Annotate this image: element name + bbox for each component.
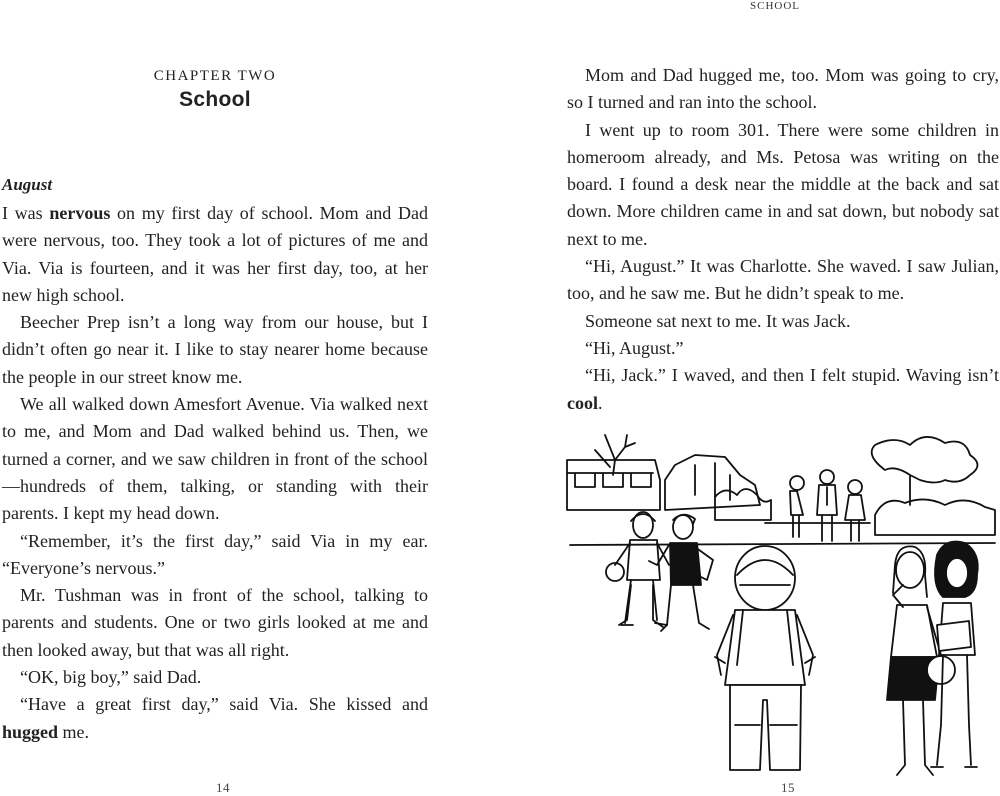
vocab-word: hugged [2,721,59,742]
page-number-left: 14 [216,780,230,795]
tree-left [595,435,635,475]
girl-dark-hair [931,542,978,768]
school-building [665,455,760,510]
paragraph: Mom and Dad hugged me, too. Mom was going to cry, so I turned and ran into the school. [567,65,999,113]
boy-walking-left [606,512,669,627]
paragraph: We all walked down Amesfort Avenue. Via walked next to me, and Mom and Dad walked behind us. Then, we turned a corner, and we saw children in front of the school—hundreds of them, talking, or standing with their parents. I kept my head down. [2,394,428,524]
vocab-word: cool [567,392,598,413]
right-body-text [567,62,999,417]
paragraph: “OK, big boy,” said Dad. [20,667,202,688]
text-run: I was [2,203,50,223]
page-number-right: 15 [781,780,795,795]
paragraph: “Remember, it’s the first day,” said Via in my ear. “Everyone’s nervous.” [2,530,428,578]
text-run: me. [58,721,90,742]
bushes-right [875,499,995,535]
text-run: on my first day of school. Mom and Dad were nervous, too. They took a lot of pictures of me and Via. Via is fourteen, and it was her first day, too, at her new high school. [2,203,428,305]
text-run: “Hi, Jack.” I waved, and then I felt stupid. Waving isn’t [585,365,999,386]
paragraph: Someone sat next to me. It was Jack. [585,310,851,331]
vocab-word: nervous [49,203,111,223]
paragraph: Beecher Prep isn’t a long way from our house, but I didn’t often go near it. I like to stay nearer home because the people in our street know me. [2,312,428,387]
paragraph: Mr. Tushman was in front of the school, talking to parents and students. One or two girls looked at me and then looked away, but that was all right. [2,585,428,660]
schoolyard-drawing [565,425,1000,785]
chapter-label: CHAPTER TWO [153,68,277,84]
chapter-title: School [179,88,251,111]
bushes [715,489,771,520]
text-run: . [598,392,603,413]
august-helmet-boy [715,546,815,770]
section-label: August [2,175,53,194]
paragraph [2,691,428,746]
paragraph [567,362,999,417]
text-run: “Have a great first day,” said Via. She kissed and [20,694,428,715]
left-body-text [2,200,428,746]
paragraph [2,200,428,309]
paragraph: I went up to room 301. There were some children in homeroom already, and Ms. Petosa was writing on the board. I found a desk near the middle at the back and sat down. More children came in and sat down, but nobody sat next to me. [567,119,999,249]
paragraph: “Hi, August.” [585,337,684,358]
running-head: SCHOOL [750,0,801,12]
paragraph: “Hi, August.” It was Charlotte. She waved. I saw Julian, too, and he saw me. But he didn’t speak to me. [567,256,999,304]
tree-right [872,437,978,505]
schoolyard-illustration [565,425,1000,795]
background-kids [790,470,865,541]
